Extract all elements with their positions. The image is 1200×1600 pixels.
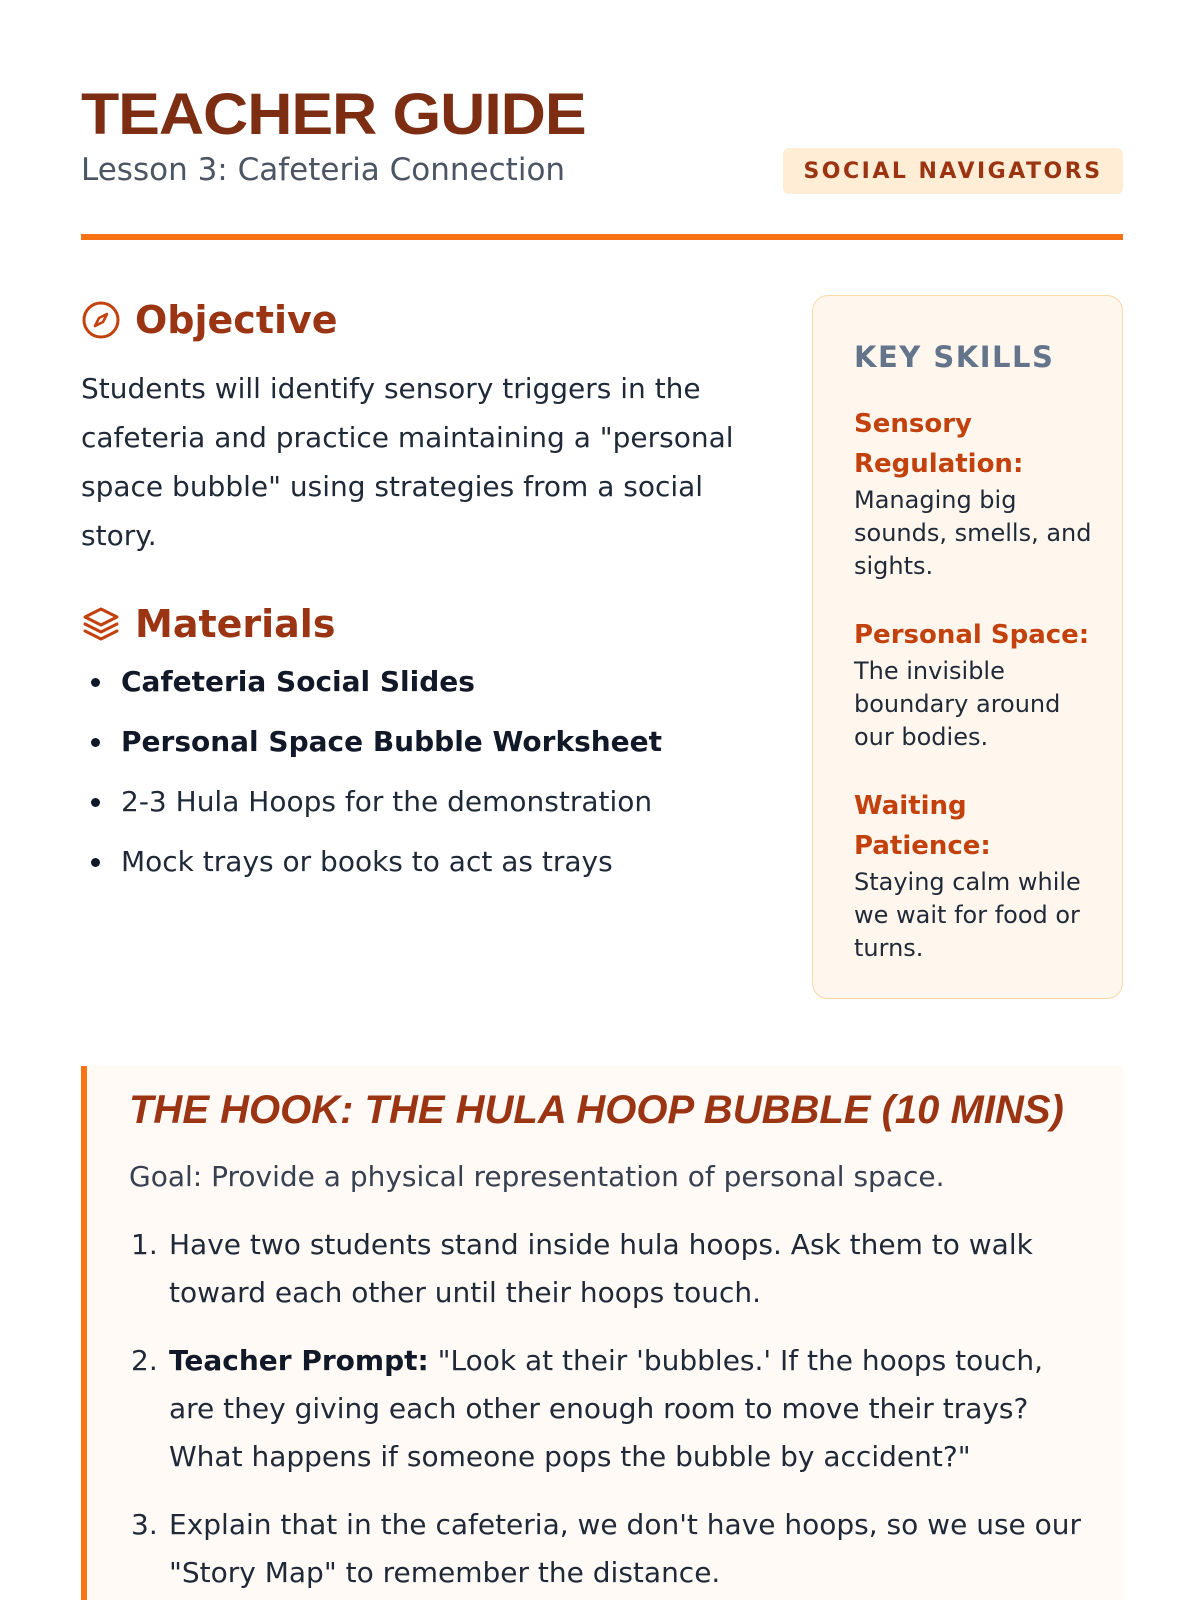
step-lead: Teacher Prompt:: [169, 1344, 429, 1377]
hook-steps-list: [129, 1221, 1089, 1597]
hook-goal: Goal: Provide a physical representation of personal space.: [129, 1160, 945, 1193]
list-item: Cafeteria Social Slides: [81, 666, 741, 698]
step-number: 3.: [131, 1508, 158, 1541]
skill-item: [854, 615, 1092, 754]
step-number: 2.: [131, 1344, 158, 1377]
list-item: 2-3 Hula Hoops for the demonstration: [81, 786, 741, 818]
program-badge: SOCIAL NAVIGATORS: [783, 148, 1123, 194]
header-divider: [81, 234, 1123, 240]
objective-heading: Objective: [135, 298, 338, 342]
skill-description: Managing big sounds, smells, and sights.: [854, 486, 1092, 580]
skill-name: Personal Space:: [854, 620, 1090, 650]
lesson-subtitle: Lesson 3: Cafeteria Connection: [81, 152, 566, 188]
main-column: [81, 296, 741, 906]
skill-item: [854, 786, 1092, 965]
step-text: Explain that in the cafeteria, we don't have hoops, so we use our "Story Map" to remember the distance.: [169, 1508, 1082, 1589]
page-title: TEACHER GUIDE: [81, 82, 586, 147]
list-item: Mock trays or books to act as trays: [81, 846, 741, 878]
step-text: Have two students stand inside hula hoops. Ask them to walk toward each other until their hoops touch.: [169, 1228, 1033, 1309]
step-number: 1.: [131, 1228, 158, 1261]
compass-icon: [81, 300, 121, 340]
layers-icon: [81, 604, 121, 644]
objective-heading-row: [81, 296, 741, 344]
key-skills-heading: KEY SKILLS: [854, 340, 1055, 374]
skill-description: The invisible boundary around our bodies.: [854, 657, 1061, 751]
objective-section: [81, 296, 741, 560]
materials-list: [81, 666, 741, 878]
hook-section: [81, 1066, 1123, 1600]
objective-text: Students will identify sensory triggers in the cafeteria and practice maintaining a "personal space bubble" using strategies from a social story.: [81, 372, 734, 552]
materials-section: [81, 600, 741, 878]
list-item: [129, 1221, 1089, 1317]
list-item: Personal Space Bubble Worksheet: [81, 726, 741, 758]
step-text: "Look at their 'bubbles.' If the hoops touch, are they giving each other enough room to move their trays? What happens if someone pops the bubble by accident?": [169, 1344, 1044, 1473]
materials-heading: Materials: [135, 602, 336, 646]
key-skills-panel: [812, 295, 1123, 999]
hook-heading: THE HOOK: THE HULA HOOP BUBBLE (10 MINS): [129, 1088, 1064, 1132]
list-item: [129, 1501, 1089, 1597]
skill-description: Staying calm while we wait for food or turns.: [854, 868, 1081, 962]
list-item: [129, 1337, 1089, 1481]
skill-name: Sensory Regulation:: [854, 409, 1024, 479]
guide-header: [81, 82, 1123, 188]
materials-heading-row: [81, 600, 741, 648]
skill-name: Waiting Patience:: [854, 791, 991, 861]
skill-item: [854, 404, 1092, 583]
